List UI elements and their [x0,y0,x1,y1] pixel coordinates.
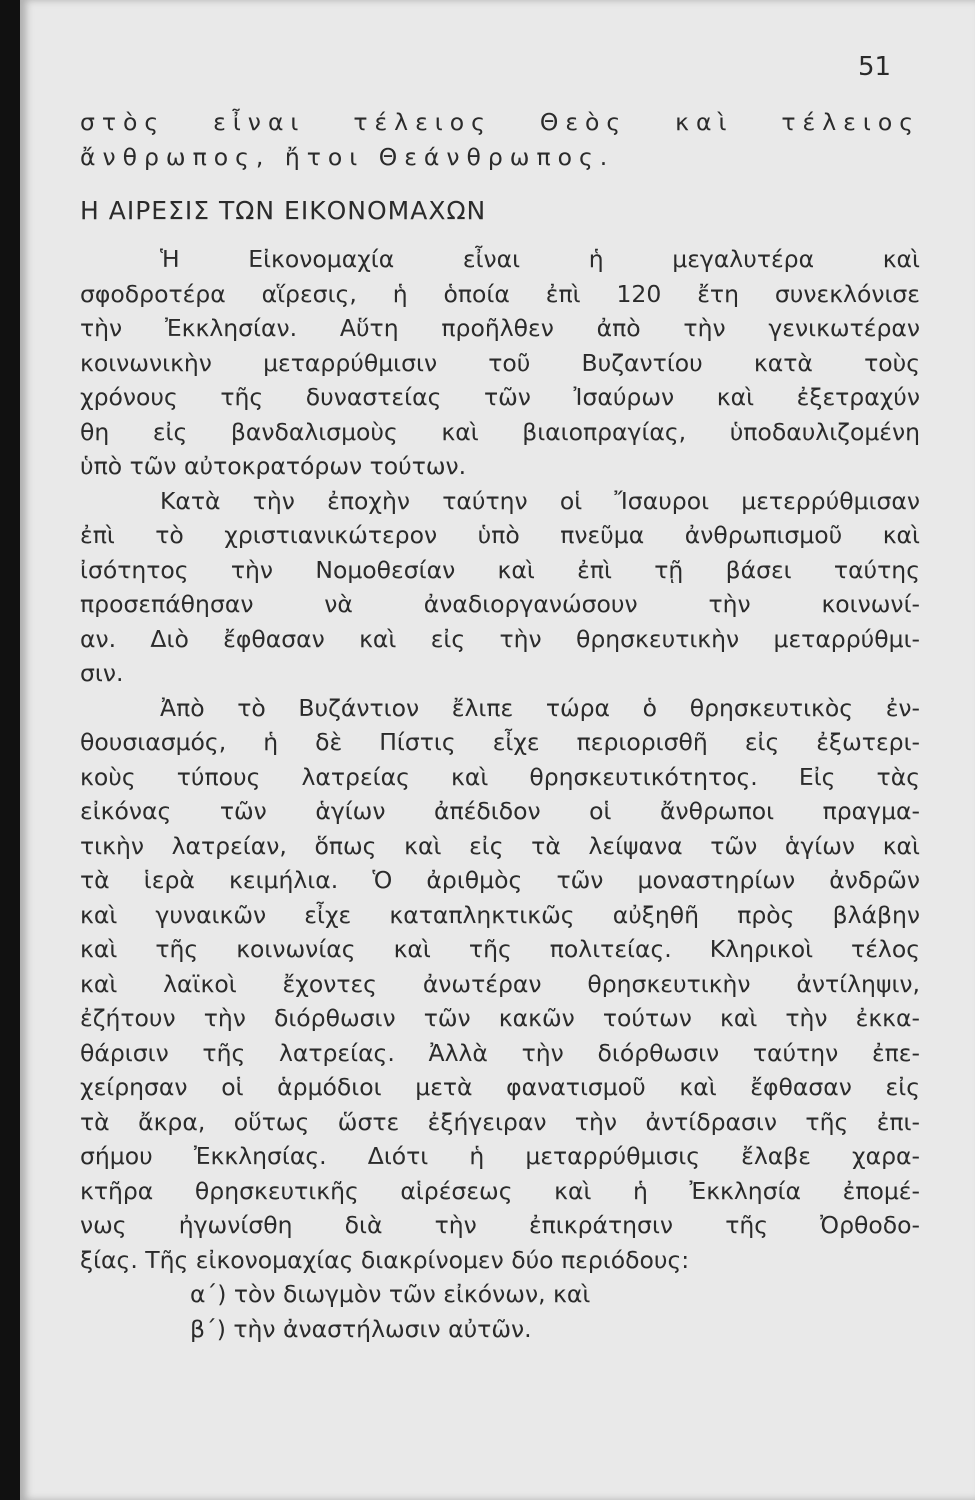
page-number: 51 [858,52,892,82]
scan-edge [0,0,20,1500]
book-page [20,0,975,1500]
paragraph [80,484,920,691]
text-line: ἐζήτουν τὴν διόρθωσιν τῶν κακῶν τούτων καὶ τὴν ἐκκα- [80,1004,920,1032]
text-line: Ἀπὸ τὸ Βυζάντιον ἔλιπε τώρα ὁ θρησκευτικὸς ἐν- [160,693,920,722]
text-line: τὴν Ἐκκλησίαν. Αὕτη προῆλθεν ἀπὸ τὴν γενικωτέραν [80,314,920,342]
text-line: καὶ λαϊκοὶ ἔχοντες ἀνωτέραν θρησκευτικὴν ἀντίληψιν, [80,969,920,998]
text-line: νως ἠγωνίσθη διὰ τὴν ἐπικράτησιν τῆς Ὀρθοδο- [80,1211,920,1239]
text-line: χείρησαν οἱ ἁρμόδιοι μετὰ φανατισμοῦ καὶ ἔφθασαν εἰς [80,1073,920,1101]
text-line: ἐπὶ τὸ χριστιανικώτερον ὑπὸ πνεῦμα ἀνθρωπισμοῦ καὶ [80,521,920,549]
text-line: τὰ ἱερὰ κειμήλια. Ὁ ἀριθμὸς τῶν μοναστηρίων ἀνδρῶν [80,866,920,894]
text-line: αν. Διὸ ἔφθασαν καὶ εἰς τὴν θρησκευτικὴν μεταρρύθμι- [80,624,920,653]
text-line: σιν. [80,659,124,687]
text-line: ξίας. Τῆς εἰκονομαχίας διακρίνομεν δύο περιόδους: [80,1245,690,1274]
text-line: θουσιασμός, ἡ δὲ Πίστις εἶχε περιορισθῆ εἰς ἐξωτερι- [80,728,920,756]
text-line: ἄνθρωπος, ἤτοι Θεάνθρωπος. [80,142,615,171]
list-item: β΄) τὴν ἀναστήλωσιν αὐτῶν. [190,1314,532,1343]
text-line: προσεπάθησαν νὰ ἀναδιοργανώσουν τὴν κοινωνί- [80,590,920,618]
text-line: χρόνους τῆς δυναστείας τῶν Ἰσαύρων καὶ ἐξετραχύν [80,383,920,411]
list-item: α΄) τὸν διωγμὸν τῶν εἰκόνων, καὶ [190,1280,591,1308]
text-line: κοὺς τύπους λατρείας καὶ θρησκευτικότητος. Εἰς τὰς [80,762,920,791]
section-heading: Η ΑΙΡΕΣΙΣ ΤΩΝ ΕΙΚΟΝΟΜΑΧΩΝ [80,196,487,225]
text-line: καὶ γυναικῶν εἶχε καταπληκτικῶς αὐξηθῆ πρὸς βλάβην [80,900,920,929]
paragraph [80,691,920,1278]
text-line: θάρισιν τῆς λατρείας. Ἀλλὰ τὴν διόρθωσιν ταύτην ἐπε- [80,1038,920,1067]
text-line: κοινωνικὴν μεταρρύθμισιν τοῦ Βυζαντίου κατὰ τοὺς [80,348,920,377]
text-line: Ἡ Εἰκονομαχία εἶναι ἡ μεγαλυτέρα καὶ [160,245,920,273]
text-line: στὸς εἶναι τέλειος Θεὸς καὶ τέλειος [80,108,920,136]
text-line: καὶ τῆς κοινωνίας καὶ τῆς πολιτείας. Κληρικοὶ τέλος [80,935,920,963]
text-line: ἰσότητος τὴν Νομοθεσίαν καὶ ἐπὶ τῇ βάσει ταύτης [80,555,920,584]
page-body [80,105,920,1346]
text-line: θη εἰς βανδαλισμοὺς καὶ βιαιοπραγίας, ὑποδαυλιζομένη [80,417,920,446]
text-line: Κατὰ τὴν ἐποχὴν ταύτην οἱ Ἴσαυροι μετερρύθμισαν [160,486,920,515]
text-line: ὑπὸ τῶν αὐτοκρατόρων τούτων. [80,452,467,480]
text-line: κτῆρα θρησκευτικῆς αἱρέσεως καὶ ἡ Ἐκκλησία ἐπομέ- [80,1176,920,1205]
periods-list [80,1277,920,1346]
text-line: σήμου Ἐκκλησίας. Διότι ἡ μεταρρύθμισις ἔλαβε χαρα- [80,1142,920,1170]
text-line: τὰ ἄκρα, οὕτως ὥστε ἐξήγειραν τὴν ἀντίδρασιν τῆς ἐπι- [80,1107,920,1136]
paragraph [80,242,920,484]
text-line: σφοδροτέρα αἵρεσις, ἡ ὁποία ἐπὶ 120 ἔτη συνεκλόνισε [80,279,920,308]
text-line: εἰκόνας τῶν ἁγίων ἀπέδιδον οἱ ἄνθρωποι πραγμα- [80,797,920,825]
text-line: τικὴν λατρείαν, ὅπως καὶ εἰς τὰ λείψανα τῶν ἁγίων καὶ [80,831,920,860]
